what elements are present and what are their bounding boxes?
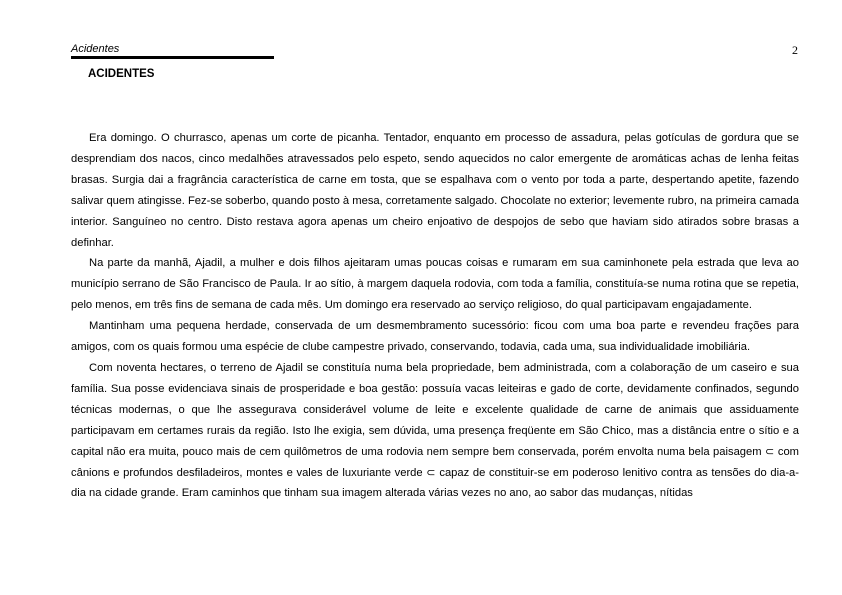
page-number: 2 xyxy=(792,43,798,57)
paragraph: Mantinham uma pequena herdade, conservada de um desmembramento sucessório: ficou com uma boa parte e revendeu frações para amigos, com os quais formou uma espécie de clube campestre privado, conservando, todavia, cada uma, sua individualidade imobiliária. xyxy=(71,320,799,354)
paragraph: Com noventa hectares, o terreno de Ajadil se constituía numa bela propriedade, bem administrada, com a colaboração de um caseiro e sua família. Sua posse evidenciava sinais de prosperidade e boa gestão: possuía vacas leiteiras e gado de corte, devidamente confinados, segundo técnicas modernas, o que lhe assegurava considerável volume de leite e excelente qualidade de carne de animais que assiduamente participavam em certames rurais da região. Isto lhe exigia, sem dúvida, uma presença freqüente em São Chico, mas a distância entre o sítio e a capital não era muita, pouco mais de cem quilômetros de uma rodovia nem sempre bem conservada, porém envolta numa bela paisagem ⊂ com cânions e profundos desfiladeiros, montes e vales de luxuriante verde ⊂ capaz de constituir-se em poderoso lenitivo contra as tensões do dia-a-dia na cidade grande. Eram caminhos que tinham sua imagem alterada várias vezes no ano, ao sabor das mudanças, nítidas xyxy=(71,361,799,500)
document-title: ACIDENTES xyxy=(88,68,155,80)
body-text xyxy=(71,128,799,504)
paragraph: Na parte da manhã, Ajadil, a mulher e dois filhos ajeitaram umas poucas coisas e rumaram em sua caminhonete pela estrada que leva ao município serrano de São Francisco de Paula. Ir ao sítio, à margem daquela rodovia, com toda a família, constituía-se numa rotina que se repetia, pelo menos, em três fins de semana de cada mês. Um domingo era reservado ao serviço religioso, do qual participavam engajadamente. xyxy=(71,257,799,312)
header-rule xyxy=(71,56,274,59)
running-header-title: Acidentes xyxy=(71,43,120,55)
paragraph: Era domingo. O churrasco, apenas um corte de picanha. Tentador, enquanto em processo de assadura, pelas gotículas de gordura que se desprendiam dos nacos, cinco medalhões atravessados pelo espeto, sendo aquecidos no calor emergente de aromáticas achas de lenha feitas brasas. Surgia dai a fragrância característica de carne em tosta, que se espalhava com o vento por toda a parte, despertando apetite, fazendo salivar quem atingisse. Fez-se soberbo, quando posto à mesa, corretamente salgado. Chocolate no exterior; levemente rubro, na primeira camada interior. Sanguíneo no centro. Disto restava agora apenas um cheiro enjoativo de despojos de sebo que haviam sido atirados sobre brasas a definhar. xyxy=(71,132,799,249)
